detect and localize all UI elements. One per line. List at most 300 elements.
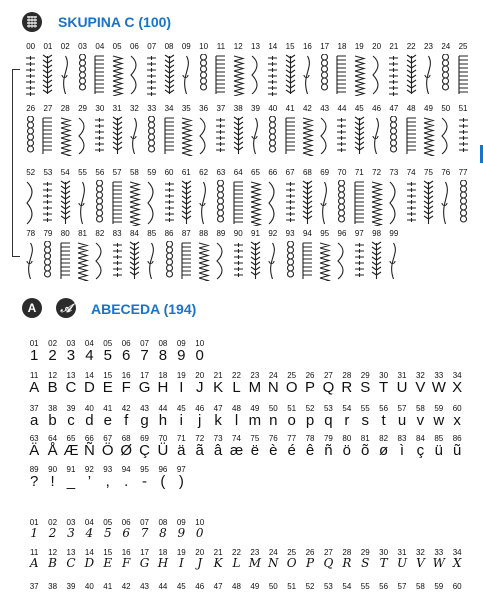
char-number: 40 xyxy=(84,582,94,591)
stitch-pattern-icon[interactable] xyxy=(316,116,333,156)
stitch-pattern-icon[interactable] xyxy=(126,116,143,156)
char-glyph[interactable]: o xyxy=(287,412,296,429)
char-glyph[interactable]: ? xyxy=(30,473,39,490)
char-number: 33 xyxy=(434,548,444,557)
char-glyph[interactable]: O xyxy=(286,556,297,570)
stitch-number: 45 xyxy=(354,104,364,113)
char-number: 39 xyxy=(66,404,76,413)
char-glyph[interactable]: ö xyxy=(342,442,351,459)
char-glyph[interactable]: Q xyxy=(322,379,335,396)
stitch-pattern-icon[interactable] xyxy=(299,180,316,226)
char-glyph[interactable]: h xyxy=(158,412,168,429)
char-glyph[interactable]: ã xyxy=(195,442,204,459)
stitch-pattern-icon[interactable] xyxy=(230,116,247,156)
char-glyph[interactable]: é xyxy=(287,442,296,459)
char-glyph[interactable]: - xyxy=(142,473,148,490)
stitch-pattern-icon[interactable] xyxy=(403,54,420,96)
stitch-pattern-icon[interactable] xyxy=(368,54,385,96)
char-glyph[interactable]: Q xyxy=(323,556,334,570)
char-glyph[interactable]: ç xyxy=(416,442,425,459)
stitch-pattern-icon[interactable] xyxy=(333,180,350,226)
char-glyph[interactable]: P xyxy=(305,379,316,396)
char-glyph[interactable]: m xyxy=(248,412,262,429)
char-glyph[interactable]: 3 xyxy=(66,347,76,364)
char-glyph[interactable]: N xyxy=(267,379,279,396)
char-number: 71 xyxy=(176,434,186,443)
stitch-pattern-icon[interactable] xyxy=(74,241,91,281)
char-glyph[interactable]: G xyxy=(139,556,150,570)
char-glyph[interactable]: ) xyxy=(178,473,184,490)
stitch-pattern-icon[interactable] xyxy=(351,180,368,226)
char-glyph[interactable]: a xyxy=(30,412,39,429)
stitch-pattern-icon[interactable] xyxy=(126,54,143,96)
stitch-number: 08 xyxy=(164,42,174,51)
char-number: 05 xyxy=(103,339,113,348)
char-glyph-row xyxy=(25,442,466,459)
char-glyph[interactable]: n xyxy=(269,412,278,429)
char-glyph-row xyxy=(25,347,209,364)
stitch-pattern-icon[interactable] xyxy=(57,241,74,281)
char-glyph[interactable]: 1 xyxy=(30,526,39,540)
char-glyph[interactable]: Ø xyxy=(120,442,132,459)
char-number: 05 xyxy=(103,518,113,527)
char-glyph[interactable]: O xyxy=(285,379,298,396)
char-number: 54 xyxy=(342,404,352,413)
stitch-number: 18 xyxy=(337,42,347,51)
stitch-pattern-icon[interactable] xyxy=(385,241,402,281)
char-glyph[interactable]: è xyxy=(269,442,278,459)
char-number: 20 xyxy=(195,548,205,557)
char-number: 47 xyxy=(213,404,223,413)
char-glyph[interactable]: f xyxy=(124,412,129,429)
char-number: 89 xyxy=(29,465,39,474)
char-glyph[interactable]: N xyxy=(268,556,279,570)
stitch-number: 24 xyxy=(441,42,451,51)
stitch-pattern-icon[interactable] xyxy=(160,116,177,156)
char-glyph[interactable]: 2 xyxy=(48,347,57,364)
char-number: 49 xyxy=(250,582,260,591)
char-glyph[interactable]: J xyxy=(195,379,204,396)
char-glyph[interactable]: F xyxy=(121,556,131,570)
stitch-pattern-icon[interactable] xyxy=(178,54,195,96)
char-glyph[interactable]: K xyxy=(213,556,223,570)
stitch-number: 02 xyxy=(60,42,70,51)
stitch-pattern-icon[interactable] xyxy=(74,116,91,156)
stitch-pattern-icon[interactable] xyxy=(212,180,229,226)
stitch-pattern-icon[interactable] xyxy=(160,241,177,281)
stitch-pattern-icon[interactable] xyxy=(39,116,56,156)
stitch-pattern-icon[interactable] xyxy=(264,54,281,96)
stitch-number: 74 xyxy=(406,168,416,177)
stitch-pattern-icon[interactable] xyxy=(212,116,229,156)
char-number: 66 xyxy=(84,434,94,443)
stitch-pattern-icon[interactable] xyxy=(247,180,264,226)
char-glyph[interactable]: U xyxy=(396,556,408,570)
char-glyph[interactable]: V xyxy=(416,556,425,570)
char-number: 81 xyxy=(360,434,370,443)
stitch-number: 40 xyxy=(268,104,278,113)
stitch-pattern-icon[interactable] xyxy=(230,241,247,281)
stitch-number: 52 xyxy=(26,168,36,177)
stitch-pattern-icon[interactable] xyxy=(230,54,247,96)
stitch-pattern-icon[interactable] xyxy=(39,241,56,281)
stitch-number: 09 xyxy=(181,42,191,51)
stitch-pattern-row xyxy=(22,241,403,281)
stitch-pattern-icon[interactable] xyxy=(143,54,160,96)
stitch-pattern-icon[interactable] xyxy=(299,54,316,96)
char-glyph-row xyxy=(25,556,466,570)
char-glyph[interactable]: Ç xyxy=(139,442,150,459)
char-glyph[interactable]: v xyxy=(416,412,425,429)
char-glyph[interactable]: . xyxy=(124,473,129,490)
stitch-pattern-icon[interactable] xyxy=(126,241,143,281)
stitch-pattern-icon[interactable] xyxy=(454,116,471,156)
char-glyph[interactable]: M xyxy=(248,379,262,396)
stitch-number: 61 xyxy=(181,168,191,177)
char-glyph[interactable]: E xyxy=(103,556,113,570)
char-glyph[interactable]: C xyxy=(65,379,77,396)
char-glyph[interactable]: 5 xyxy=(103,526,112,540)
char-glyph[interactable]: Æ xyxy=(63,442,79,459)
stitch-number: 92 xyxy=(268,229,278,238)
stitch-pattern-icon[interactable] xyxy=(247,116,264,156)
char-glyph[interactable]: ê xyxy=(305,442,315,459)
char-glyph[interactable]: ë xyxy=(250,442,260,459)
char-glyph[interactable]: 1 xyxy=(30,347,39,364)
stitch-pattern-icon[interactable] xyxy=(178,180,195,226)
char-glyph[interactable]: 2 xyxy=(48,526,57,540)
char-glyph[interactable]: Ü xyxy=(157,442,169,459)
char-glyph[interactable]: u xyxy=(397,412,407,429)
char-number: 10 xyxy=(195,339,205,348)
char-glyph[interactable]: W xyxy=(431,379,446,396)
char-glyph[interactable]: G xyxy=(138,379,151,396)
char-glyph[interactable]: 9 xyxy=(177,526,186,540)
stitch-pattern-icon[interactable] xyxy=(143,116,160,156)
char-glyph[interactable]: Ö xyxy=(101,442,114,459)
stitch-pattern-icon[interactable] xyxy=(351,241,368,281)
stitch-pattern-icon[interactable] xyxy=(351,116,368,156)
stitch-number: 90 xyxy=(233,229,243,238)
char-glyph[interactable]: ø xyxy=(379,442,389,459)
char-glyph[interactable]: 8 xyxy=(158,347,168,364)
char-glyph[interactable]: H xyxy=(157,556,169,570)
char-glyph[interactable]: x xyxy=(453,412,461,429)
char-glyph[interactable]: 7 xyxy=(140,526,149,540)
char-glyph[interactable]: V xyxy=(415,379,426,396)
stitch-pattern-icon[interactable] xyxy=(351,54,368,96)
stitch-pattern-icon[interactable] xyxy=(247,241,264,281)
stitch-number: 05 xyxy=(112,42,122,51)
stitch-pattern-icon[interactable] xyxy=(91,116,108,156)
char-glyph[interactable]: r xyxy=(344,412,350,429)
stitch-pattern-icon[interactable] xyxy=(108,180,125,226)
char-glyph[interactable]: D xyxy=(84,556,95,570)
stitch-pattern-icon[interactable] xyxy=(160,54,177,96)
char-glyph[interactable]: 6 xyxy=(121,347,131,364)
char-number: 94 xyxy=(121,465,131,474)
stitch-pattern-icon[interactable] xyxy=(264,241,281,281)
char-number: 01 xyxy=(29,518,39,527)
char-glyph[interactable]: C xyxy=(66,556,76,570)
stitch-pattern-icon[interactable] xyxy=(195,116,212,156)
char-glyph[interactable]: æ xyxy=(229,442,244,459)
char-glyph[interactable]: p xyxy=(305,412,315,429)
char-glyph[interactable]: 0 xyxy=(195,347,204,364)
row-bracket-bottom xyxy=(12,256,20,257)
char-glyph[interactable]: M xyxy=(248,556,262,570)
stitch-pattern-icon[interactable] xyxy=(437,54,454,96)
char-number: 63 xyxy=(29,434,39,443)
char-glyph[interactable]: 0 xyxy=(195,526,204,540)
stitch-pattern-icon[interactable] xyxy=(316,54,333,96)
char-glyph[interactable]: 5 xyxy=(103,347,112,364)
char-glyph[interactable]: ũ xyxy=(453,442,462,459)
stitch-pattern-icon[interactable] xyxy=(420,116,437,156)
char-glyph[interactable]: õ xyxy=(361,442,370,459)
stitch-pattern-icon[interactable] xyxy=(57,116,74,156)
block-font-badge: A xyxy=(22,298,42,318)
char-glyph[interactable]: K xyxy=(213,379,224,396)
char-number: 58 xyxy=(415,404,425,413)
stitch-number: 86 xyxy=(164,229,174,238)
char-glyph[interactable]: S xyxy=(361,556,370,570)
stitch-pattern-icon[interactable] xyxy=(74,180,91,226)
char-glyph[interactable]: q xyxy=(324,412,333,429)
char-glyph[interactable]: L xyxy=(232,556,241,570)
char-glyph[interactable]: l xyxy=(234,412,239,429)
stitch-number: 93 xyxy=(285,229,295,238)
stitch-pattern-icon[interactable] xyxy=(299,116,316,156)
char-glyph[interactable]: ! xyxy=(50,473,55,490)
char-glyph[interactable]: B xyxy=(47,379,58,396)
char-glyph[interactable]: 7 xyxy=(140,347,149,364)
char-glyph[interactable]: 6 xyxy=(122,526,130,540)
stitch-pattern-icon[interactable] xyxy=(178,241,195,281)
char-glyph[interactable]: T xyxy=(379,379,389,396)
stitch-pattern-icon[interactable] xyxy=(22,54,39,96)
stitch-pattern-icon[interactable] xyxy=(264,180,281,226)
stitch-pattern-icon[interactable] xyxy=(160,180,177,226)
char-number: 68 xyxy=(121,434,131,443)
char-number: 58 xyxy=(415,582,425,591)
stitch-pattern-icon[interactable] xyxy=(230,180,247,226)
char-number: 29 xyxy=(360,371,370,380)
stitch-pattern-icon[interactable] xyxy=(281,180,298,226)
stitch-pattern-icon[interactable] xyxy=(454,180,471,226)
char-glyph[interactable]: W xyxy=(432,556,445,570)
char-glyph[interactable]: ä xyxy=(177,442,186,459)
stitch-number: 26 xyxy=(26,104,36,113)
char-number: 53 xyxy=(323,582,333,591)
char-number: 18 xyxy=(158,371,168,380)
char-glyph[interactable]: d xyxy=(85,412,94,429)
char-number: 51 xyxy=(287,582,297,591)
char-number: 60 xyxy=(452,404,462,413)
stitch-pattern-icon[interactable] xyxy=(91,180,108,226)
stitch-pattern-icon[interactable] xyxy=(368,116,385,156)
stitch-pattern-icon[interactable] xyxy=(108,116,125,156)
stitch-pattern-icon[interactable] xyxy=(420,54,437,96)
stitch-pattern-icon[interactable] xyxy=(281,54,298,96)
char-glyph[interactable]: U xyxy=(396,379,408,396)
char-glyph[interactable]: Ñ xyxy=(83,442,95,459)
char-glyph[interactable]: j xyxy=(198,412,202,429)
stitch-number: 87 xyxy=(181,229,191,238)
char-glyph[interactable]: â xyxy=(213,442,223,459)
stitch-pattern-icon[interactable] xyxy=(333,116,350,156)
stitch-pattern-icon[interactable] xyxy=(403,116,420,156)
char-glyph[interactable]: c xyxy=(67,412,75,429)
char-glyph[interactable]: s xyxy=(361,412,369,429)
stitch-pattern-icon[interactable] xyxy=(91,54,108,96)
char-number: 91 xyxy=(66,465,76,474)
char-number: 04 xyxy=(84,518,94,527)
stitch-pattern-icon[interactable] xyxy=(57,180,74,226)
char-number: 84 xyxy=(415,434,425,443)
stitch-number: 62 xyxy=(199,168,209,177)
char-glyph[interactable]: i xyxy=(179,412,183,429)
char-glyph[interactable]: k xyxy=(214,412,222,429)
char-number: 92 xyxy=(84,465,94,474)
char-glyph[interactable]: 3 xyxy=(67,526,75,540)
stitch-pattern-icon[interactable] xyxy=(281,116,298,156)
stitch-pattern-icon[interactable] xyxy=(108,54,125,96)
char-number: 12 xyxy=(48,371,58,380)
stitch-pattern-icon[interactable] xyxy=(212,241,229,281)
stitch-pattern-icon[interactable] xyxy=(437,116,454,156)
stitch-number: 97 xyxy=(354,229,364,238)
char-glyph[interactable]: L xyxy=(232,379,241,396)
stitch-number: 36 xyxy=(199,104,209,113)
stitch-pattern-icon[interactable] xyxy=(316,180,333,226)
char-glyph[interactable]: P xyxy=(306,556,315,570)
char-glyph[interactable]: R xyxy=(341,379,353,396)
stitch-pattern-icon[interactable] xyxy=(316,241,333,281)
char-glyph[interactable]: A xyxy=(29,379,40,396)
stitch-pattern-icon[interactable] xyxy=(195,54,212,96)
stitch-pattern-icon[interactable] xyxy=(74,54,91,96)
stitch-pattern-icon[interactable] xyxy=(368,180,385,226)
char-glyph[interactable]: ( xyxy=(160,473,166,490)
char-glyph[interactable]: t xyxy=(381,412,386,429)
char-glyph[interactable]: ì xyxy=(399,442,405,459)
stitch-number: 66 xyxy=(268,168,278,177)
stitch-pattern-icon[interactable] xyxy=(195,241,212,281)
char-glyph[interactable]: , xyxy=(105,473,110,490)
char-number: 13 xyxy=(66,548,76,557)
char-number: 22 xyxy=(232,548,241,557)
stitch-pattern-icon[interactable] xyxy=(195,180,212,226)
stitch-pattern-icon[interactable] xyxy=(333,241,350,281)
stitch-pattern-icon[interactable] xyxy=(264,116,281,156)
stitch-pattern-icon[interactable] xyxy=(385,180,402,226)
char-glyph[interactable]: R xyxy=(342,556,352,570)
char-number: 44 xyxy=(158,582,168,591)
stitch-pattern-icon[interactable] xyxy=(385,116,402,156)
stitch-pattern-icon[interactable] xyxy=(437,180,454,226)
char-glyph[interactable]: J xyxy=(197,556,203,570)
char-number: 39 xyxy=(66,582,76,591)
char-number: 45 xyxy=(176,582,186,591)
stitch-pattern-icon[interactable] xyxy=(403,180,420,226)
char-glyph[interactable]: F xyxy=(121,379,131,396)
stitch-pattern-icon[interactable] xyxy=(385,54,402,96)
char-glyph[interactable]: I xyxy=(178,556,184,570)
stitch-pattern-icon[interactable] xyxy=(22,180,39,226)
stitch-pattern-icon[interactable] xyxy=(22,116,39,156)
char-glyph[interactable]: ü xyxy=(434,442,443,459)
char-glyph[interactable]: H xyxy=(157,379,169,396)
stitch-pattern-row xyxy=(22,54,472,96)
stitch-pattern-icon[interactable] xyxy=(22,241,39,281)
stitch-pattern-icon[interactable] xyxy=(368,241,385,281)
char-glyph[interactable]: w xyxy=(433,412,445,429)
stitch-pattern-icon[interactable] xyxy=(212,54,229,96)
char-number: 47 xyxy=(213,582,223,591)
char-number: 28 xyxy=(342,371,352,380)
char-glyph[interactable]: 9 xyxy=(177,347,186,364)
char-glyph[interactable]: ’ xyxy=(87,473,92,490)
stitch-number: 10 xyxy=(199,42,209,51)
stitch-pattern-icon[interactable] xyxy=(420,180,437,226)
stitch-pattern-icon[interactable] xyxy=(108,241,125,281)
char-glyph[interactable]: Å xyxy=(47,442,58,459)
stitch-pattern-icon[interactable] xyxy=(91,241,108,281)
stitch-pattern-icon[interactable] xyxy=(143,241,160,281)
char-glyph[interactable]: 4 xyxy=(85,347,94,364)
char-glyph[interactable]: 4 xyxy=(85,526,94,540)
stitch-pattern-icon[interactable] xyxy=(454,54,471,96)
char-glyph[interactable]: X xyxy=(452,556,462,570)
stitch-pattern-icon[interactable] xyxy=(178,116,195,156)
char-glyph[interactable]: I xyxy=(179,379,184,396)
stitch-pattern-icon[interactable] xyxy=(39,54,56,96)
char-glyph[interactable]: X xyxy=(452,379,463,396)
stitch-number: 23 xyxy=(424,42,433,51)
char-glyph[interactable]: D xyxy=(83,379,95,396)
char-glyph[interactable]: g xyxy=(140,412,149,429)
char-glyph[interactable]: _ xyxy=(66,473,76,490)
char-glyph[interactable]: B xyxy=(48,556,57,570)
char-glyph[interactable]: e xyxy=(103,412,112,429)
char-number: 08 xyxy=(158,518,168,527)
char-number: 12 xyxy=(48,548,58,557)
char-glyph[interactable]: b xyxy=(48,412,57,429)
stitch-number: 53 xyxy=(43,168,53,177)
char-glyph[interactable]: 8 xyxy=(159,526,167,540)
char-glyph[interactable]: T xyxy=(379,556,388,570)
char-glyph[interactable]: A xyxy=(29,556,39,570)
stitch-pattern-icon[interactable] xyxy=(126,180,143,226)
stitch-pattern-icon[interactable] xyxy=(333,54,350,96)
char-number: 52 xyxy=(305,582,315,591)
char-glyph[interactable]: E xyxy=(102,379,113,396)
stitch-pattern-icon[interactable] xyxy=(143,180,160,226)
char-glyph[interactable]: Ä xyxy=(29,442,40,459)
char-number: 82 xyxy=(379,434,389,443)
char-glyph[interactable]: ñ xyxy=(324,442,333,459)
stitch-pattern-icon[interactable] xyxy=(39,180,56,226)
stitch-pattern-icon[interactable] xyxy=(281,241,298,281)
stitch-number: 06 xyxy=(129,42,139,51)
stitch-pattern-icon[interactable] xyxy=(57,54,74,96)
stitch-number: 95 xyxy=(320,229,330,238)
stitch-pattern-icon[interactable] xyxy=(299,241,316,281)
char-number: 14 xyxy=(84,548,94,557)
char-glyph[interactable]: S xyxy=(360,379,371,396)
stitch-pattern-icon[interactable] xyxy=(247,54,264,96)
